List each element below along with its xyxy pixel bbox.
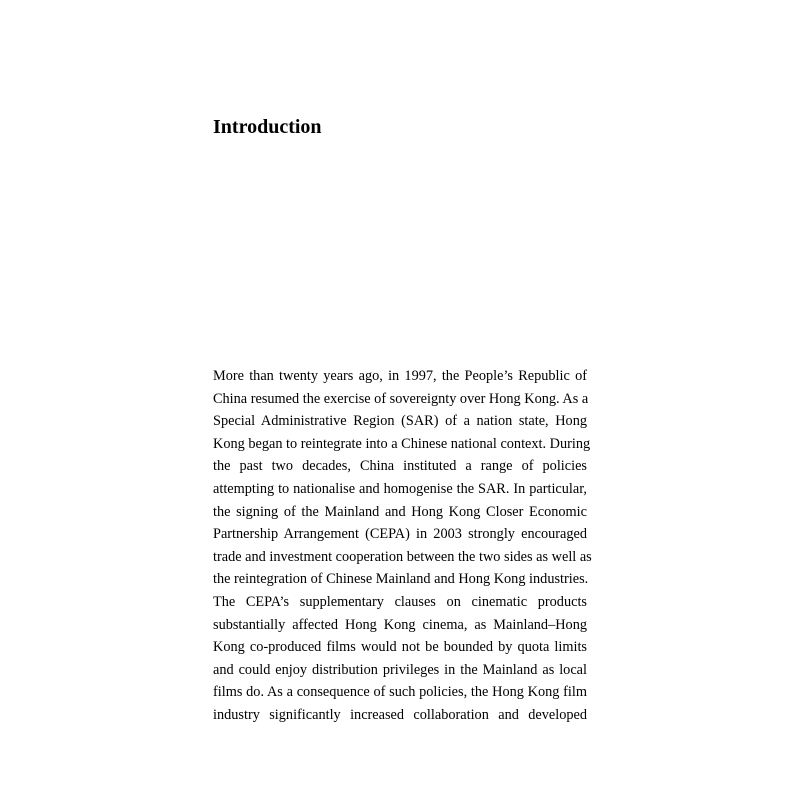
chapter-heading: Introduction (213, 116, 322, 138)
paragraph-line: the past two decades, China instituted a range of policies (213, 458, 587, 475)
paragraph-line: China resumed the exercise of sovereignty over Hong Kong. As a (213, 390, 589, 407)
paragraph-line: trade and investment cooperation between the two sides as well as (213, 548, 592, 565)
paragraph-line: substantially affected Hong Kong cinema, as Mainland–Hong (213, 616, 587, 633)
paragraph-line: films do. As a consequence of such policies, the Hong Kong film (213, 684, 587, 701)
paragraph-line: industry significantly increased collaboration and developed (213, 706, 587, 723)
paragraph-line: attempting to nationalise and homogenise the SAR. In particular, (213, 480, 587, 497)
paragraph-line: More than twenty years ago, in 1997, the People’s Republic of (213, 368, 587, 384)
paragraph-line: Partnership Arrangement (CEPA) in 2003 strongly encouraged (213, 526, 587, 543)
paragraph-line: Kong began to reintegrate into a Chinese national context. During (213, 435, 591, 452)
paragraph-line: The CEPA’s supplementary clauses on cinematic products (213, 593, 587, 610)
paragraph-line: the reintegration of Chinese Mainland and Hong Kong industries. (213, 571, 589, 588)
paragraph-line: and could enjoy distribution privileges in the Mainland as local (213, 661, 587, 678)
paragraph-line: Kong co-produced films would not be bounded by quota limits (213, 639, 587, 656)
paragraph-line: Special Administrative Region (SAR) of a nation state, Hong (213, 413, 587, 430)
body-paragraph (213, 365, 592, 727)
paragraph-line: the signing of the Mainland and Hong Kong Closer Economic (213, 503, 587, 520)
